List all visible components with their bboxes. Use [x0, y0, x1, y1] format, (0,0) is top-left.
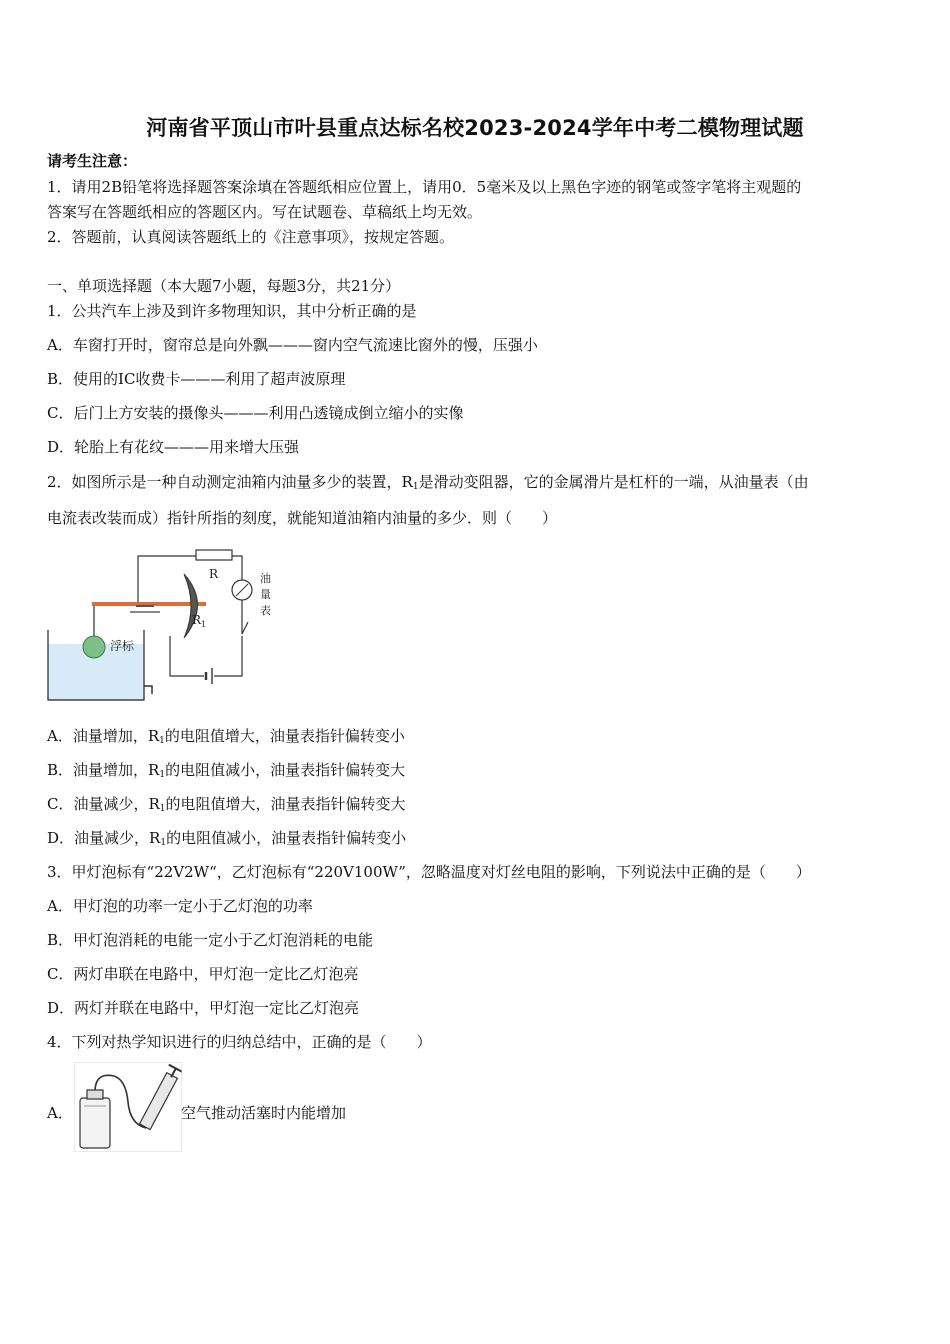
q4-option-a-label: A． — [47, 1104, 73, 1122]
page-title: 河南省平顶山市叶县重点达标名校2023-2024学年中考二模物理试题 — [146, 116, 804, 140]
q2-option-d: D．油量减少，$R_1$的电阻值减小，油量表指针偏转变小 — [47, 829, 407, 848]
q1-stem: 1．公共汽车上涉及到许多物理知识，其中分析正确的是 — [47, 302, 417, 320]
oil-gauge-diagram — [46, 540, 296, 710]
q4-stem: 4．下列对热学知识进行的归纳总结中，正确的是（ ） — [47, 1033, 432, 1051]
r1-label: $R_1$ — [192, 613, 207, 629]
notice-line-1: 1．请用2B铅笔将选择题答案涂填在答题纸相应位置上，请用0．5毫米及以上黑色字迹的钢笔或签字笔将主观题的 — [47, 178, 802, 196]
notice-line-2: 答案写在答题纸相应的答题区内。写在试题卷、草稿纸上均无效。 — [47, 203, 483, 221]
meter-label-1: 油 — [260, 572, 271, 585]
q3-option-c: C．两灯串联在电路中，甲灯泡一定比乙灯泡亮 — [47, 965, 359, 983]
notice-line-3: 2．答题前，认真阅读答题纸上的《注意事项》，按规定答题。 — [47, 228, 455, 246]
notice-heading: 请考生注意： — [47, 152, 138, 170]
q2-option-b: B．油量增加，$R_1$的电阻值减小，油量表指针偏转变大 — [47, 761, 406, 780]
q1-option-a: A．车窗打开时，窗帘总是向外飘———窗内空气流速比窗外的慢，压强小 — [47, 336, 538, 354]
q2-option-a: A．油量增加，$R_1$的电阻值增大，油量表指针偏转变小 — [47, 727, 405, 746]
q2-stem-line-1: 2．如图所示是一种自动测定油箱内油量多少的装置，$R_1$是滑动变阻器，它的金属滑片是杠杆的一端，从油量表（由 — [47, 473, 809, 492]
section-heading: 一、单项选择题（本大题7小题，每题3分，共21分） — [47, 277, 401, 295]
meter-label-3: 表 — [260, 604, 271, 617]
q3-option-d: D．两灯并联在电路中，甲灯泡一定比乙灯泡亮 — [47, 999, 360, 1017]
q1-option-d: D．轮胎上有花纹———用来增大压强 — [47, 438, 300, 456]
tank-tap — [144, 686, 152, 694]
resistor-r-label: R — [209, 567, 219, 581]
pump — [138, 1065, 182, 1131]
q1-option-b: B．使用的IC收费卡———利用了超声波原理 — [47, 370, 346, 388]
meter-label-2: 量 — [260, 588, 271, 601]
q4-option-a-text: 空气推动活塞时内能增加 — [181, 1104, 347, 1122]
q3-option-b: B．甲灯泡消耗的电能一定小于乙灯泡消耗的电能 — [47, 931, 374, 949]
float-label: 浮标 — [110, 639, 135, 653]
bottle-stopper — [87, 1090, 103, 1099]
bottle-pump-diagram — [74, 1062, 182, 1152]
float-ball — [83, 636, 105, 658]
q2-option-c: C．油量减少，$R_1$的电阻值增大，油量表指针偏转变大 — [47, 795, 406, 814]
q3-stem: 3．甲灯泡标有“22V2W“，乙灯泡标有“220V100W”，忽略温度对灯丝电阻的影响，下列说法中正确的是（ ） — [47, 863, 811, 881]
switch — [242, 622, 248, 634]
q2-stem-line-2: 电流表改装而成）指针所指的刻度，就能知道油箱内油量的多少．则（ ） — [47, 509, 558, 527]
q1-option-c: C．后门上方安装的摄像头———利用凸透镜成倒立缩小的实像 — [47, 404, 464, 422]
resistor-r — [196, 550, 232, 560]
q3-option-a: A．甲灯泡的功率一定小于乙灯泡的功率 — [47, 897, 313, 915]
